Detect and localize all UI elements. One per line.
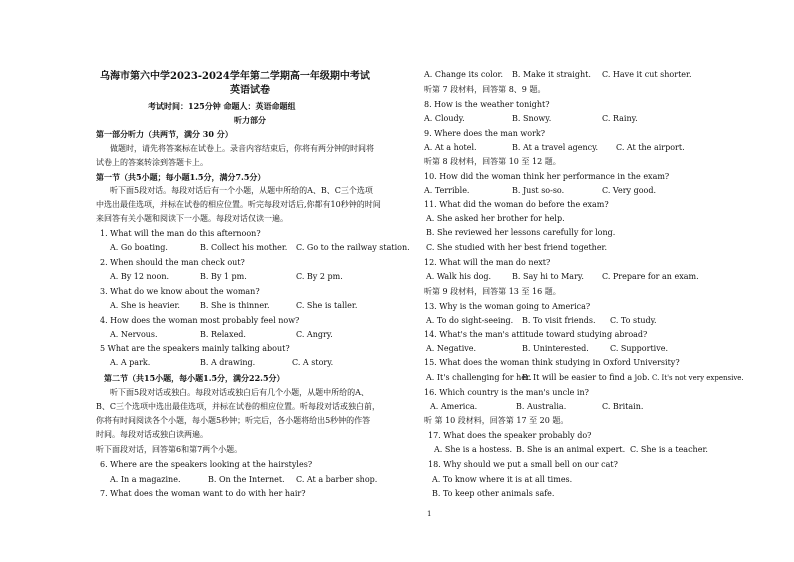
question-5: 5 What are the speakers mainly talking about? bbox=[100, 344, 290, 353]
option-c: C. She is a teacher. bbox=[630, 445, 708, 454]
option-b: B. Australia. bbox=[516, 402, 567, 411]
option-c: C. It's not very expensive. bbox=[652, 374, 744, 382]
exam-info: 考试时间：125分钟 命题人：英语命题组 bbox=[148, 101, 296, 111]
page-number: 1 bbox=[427, 510, 432, 518]
option-b: B. She is thinner. bbox=[200, 301, 270, 310]
option-c: C. By 2 pm. bbox=[296, 272, 343, 281]
option-a: A. America. bbox=[430, 402, 478, 411]
option-a: A. She is heavier. bbox=[110, 301, 180, 310]
option-c: C. Have it cut shorter. bbox=[602, 70, 692, 79]
question-7: 7. What does the woman want to do with her hair? bbox=[100, 489, 306, 498]
option-a: A. She asked her brother for help. bbox=[426, 214, 565, 223]
intro-line: 做题时，请先将答案标在试卷上。录音内容结束后，你将有两分钟的时间将 bbox=[110, 144, 374, 153]
intro-line: 试卷上的答案转涂到答题卡上。 bbox=[96, 158, 208, 167]
question-9: 9. Where does the man work? bbox=[424, 129, 546, 138]
option-c: C. She is taller. bbox=[296, 301, 358, 310]
option-b: B. She reviewed her lessons carefully for long. bbox=[426, 228, 616, 237]
option-b: B. To keep other animals safe. bbox=[432, 489, 555, 498]
option-b: B. At a travel agency. bbox=[512, 143, 599, 152]
question-10: 10. How did the woman think her performance in the exam? bbox=[424, 172, 670, 181]
question-3: 3. What do we know about the woman? bbox=[100, 287, 260, 296]
school-title: 乌海市第六中学2023-2024学年第二学期高一年级期中考试 bbox=[100, 71, 370, 82]
question-11: 11. What did the woman do before the exam? bbox=[424, 200, 609, 209]
section-label: 听力部分 bbox=[234, 115, 266, 125]
option-b: B. Relaxed. bbox=[200, 330, 246, 339]
option-b: B. A drawing. bbox=[200, 358, 256, 367]
option-b: B. Collect his mother. bbox=[200, 243, 288, 252]
option-c: C. A story. bbox=[292, 358, 334, 367]
option-a: A. Go boating. bbox=[110, 243, 168, 252]
option-c: C. Very good. bbox=[602, 186, 657, 195]
option-a: A. At a hotel. bbox=[424, 143, 477, 152]
option-b: B. To visit friends. bbox=[522, 316, 596, 325]
option-a: A. Nervous. bbox=[110, 330, 158, 339]
intro-line: B、C三个选项中选出最佳选项，并标在试卷的相应位置。听每段对话或独白前， bbox=[96, 402, 380, 411]
subject-title: 英语试卷 bbox=[230, 85, 270, 96]
intro-line: 时间。每段对话或独白读两遍。 bbox=[96, 430, 208, 439]
material-note: 听下面段对话，回答第6和第7两个小题。 bbox=[96, 445, 243, 454]
option-a: A. To know where it is at all times. bbox=[432, 475, 573, 484]
material-note: 听第 8 段材料，回答第 10 至 12 题。 bbox=[424, 157, 561, 166]
intro-line: 听下面5段对话。每段对话后有一个小题，从题中所给的A、B、C三个选项 bbox=[110, 186, 373, 195]
option-b: B. Make it straight. bbox=[512, 70, 591, 79]
option-a: A. Walk his dog. bbox=[426, 272, 492, 281]
intro-line: 听下面5段对话或独白。每段对话或独白后有几个小题，从题中所给的A、 bbox=[110, 388, 369, 397]
option-b: B. Snowy. bbox=[512, 114, 552, 123]
option-c: C. Rainy. bbox=[602, 114, 638, 123]
option-b: B. It will be easier to find a job. bbox=[522, 373, 650, 382]
option-a: A. To do sight-seeing. bbox=[426, 316, 514, 325]
option-a: A. By 12 noon. bbox=[110, 272, 170, 281]
section1-title: 第一节（共5小题；每小题1.5分，满分7.5分） bbox=[96, 172, 266, 182]
option-a: A. In a magazine. bbox=[110, 475, 181, 484]
option-c: C. Prepare for an exam. bbox=[602, 272, 699, 281]
option-b: B. By 1 pm. bbox=[200, 272, 247, 281]
question-13: 13. Why is the woman going to America? bbox=[424, 302, 591, 311]
question-18: 18. Why should we put a small bell on our cat? bbox=[428, 460, 618, 469]
question-15: 15. What does the woman think studying in Oxford University? bbox=[424, 358, 680, 367]
option-a: A. A park. bbox=[110, 358, 151, 367]
option-c: C. At the airport. bbox=[616, 143, 685, 152]
option-a: A. She is a hostess. bbox=[434, 445, 513, 454]
question-12: 12. What will the man do next? bbox=[424, 258, 551, 267]
question-4: 4. How does the woman most probably feel now? bbox=[100, 316, 300, 325]
question-17: 17. What does the speaker probably do? bbox=[428, 431, 592, 440]
question-6: 6. Where are the speakers looking at the hairstyles? bbox=[100, 460, 313, 469]
option-b: B. Just so-so. bbox=[512, 186, 565, 195]
option-c: C. Go to the railway station. bbox=[296, 243, 410, 252]
option-b: B. She is an animal expert. bbox=[516, 445, 626, 454]
option-b: B. Say hi to Mary. bbox=[512, 272, 584, 281]
option-a: A. Cloudy. bbox=[424, 114, 465, 123]
question-16: 16. Which country is the man's uncle in? bbox=[424, 388, 589, 397]
intro-line: 中选出最佳选项，并标在试卷的相应位置。听完每段对话后,你都有10秒钟的时间 bbox=[96, 200, 381, 209]
option-c: C. Angry. bbox=[296, 330, 333, 339]
option-a: A. Change its color. bbox=[424, 70, 504, 79]
intro-line: 你将有时间阅读各个小题，每小题5秒钟；听完后，各小题将给出5秒钟的作答 bbox=[96, 416, 371, 425]
option-c: C. She studied with her best friend together. bbox=[426, 243, 608, 252]
option-c: C. At a barber shop. bbox=[296, 475, 378, 484]
option-a: A. Terrible. bbox=[424, 186, 470, 195]
section2-title: 第二节（共15小题，每小题1.5分，满分22.5分） bbox=[104, 373, 285, 383]
intro-line: 来回答有关小题和阅读下一小题。每段对话仅读一遍。 bbox=[96, 214, 288, 223]
option-b: B. Uninterested. bbox=[522, 344, 589, 353]
question-14: 14. What's the man's attitude toward studying abroad? bbox=[424, 330, 648, 339]
question-1: 1. What will the man do this afternoon? bbox=[100, 229, 261, 238]
material-note: 听第 7 段材料，回答第 8、9 题。 bbox=[424, 85, 546, 94]
option-c: C. Supportive. bbox=[610, 344, 669, 353]
material-note: 听第 9 段材料，回答第 13 至 16 题。 bbox=[424, 287, 561, 296]
question-2: 2. When should the man check out? bbox=[100, 258, 245, 267]
part1-title: 第一部分听力（共两节，满分 30 分） bbox=[96, 129, 233, 139]
material-note: 听 第 10 段材料，回答第 17 至 20 题。 bbox=[424, 416, 569, 425]
option-c: C. Britain. bbox=[602, 402, 644, 411]
option-a: A. It's challenging for her. bbox=[426, 373, 532, 382]
option-b: B. On the Internet. bbox=[208, 475, 285, 484]
question-8: 8. How is the weather tonight? bbox=[424, 100, 550, 109]
option-c: C. To study. bbox=[610, 316, 657, 325]
option-a: A. Negative. bbox=[426, 344, 477, 353]
